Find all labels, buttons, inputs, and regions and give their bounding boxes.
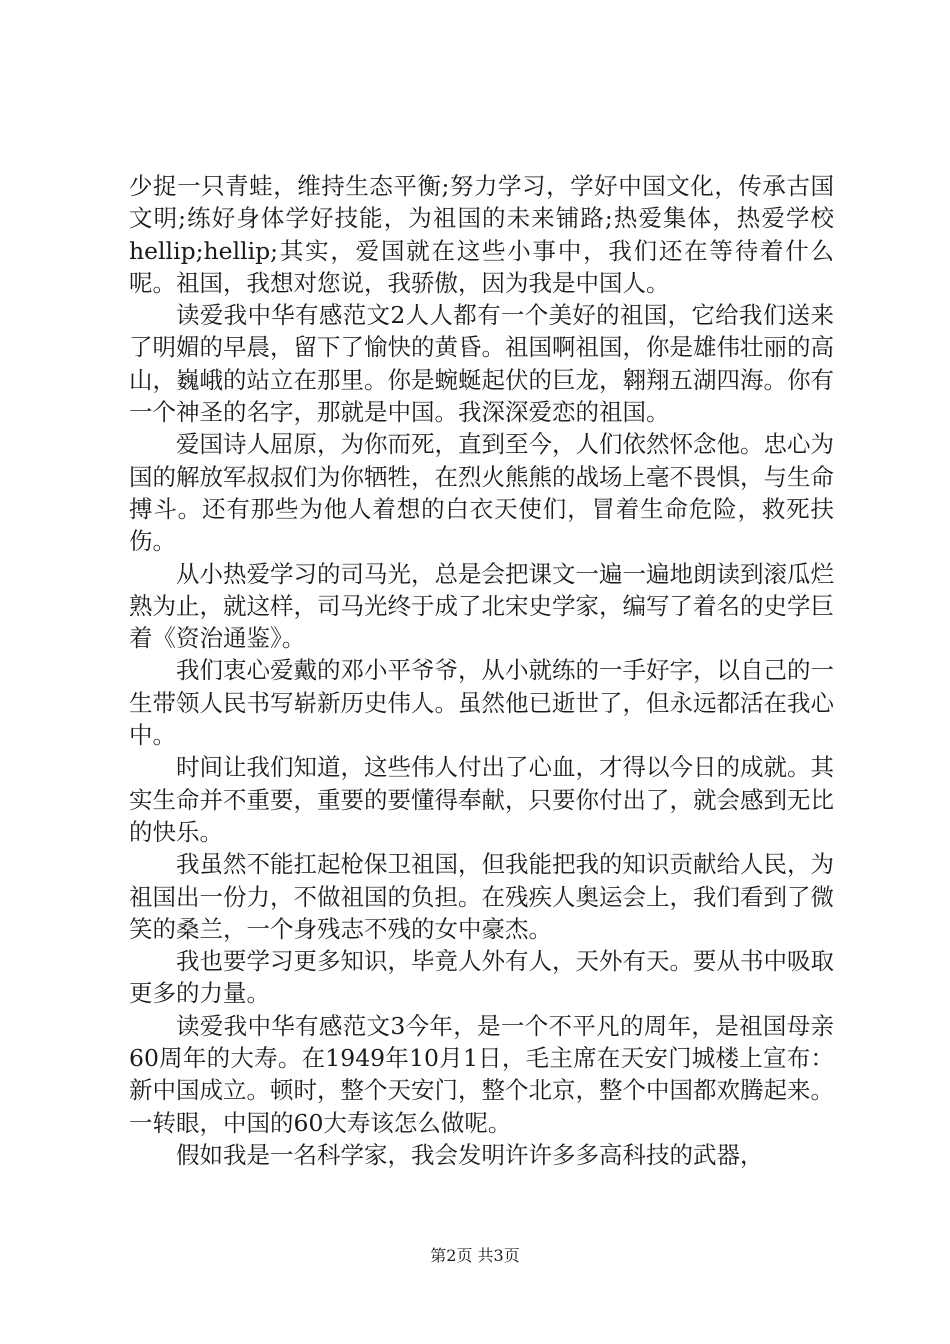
paragraph: 我也要学习更多知识，毕竟人外有人，天外有天。要从书中吸取更多的力量。 bbox=[129, 947, 834, 1008]
paragraph: 假如我是一名科学家，我会发明许许多多高科技的武器， bbox=[176, 1140, 764, 1169]
paragraph: 读爱我中华有感范文3今年，是一个不平凡的周年，是祖国母亲60周年的大寿。在1949年10月1日，毛主席在天安门城楼上宣布：新中国成立。顿时，整个天安门，整个北京，整个中国都欢腾起来。一转眼，中国的60大寿该怎么做呢。 bbox=[129, 1011, 834, 1137]
paragraph: 时间让我们知道，这些伟人付出了心血，才得以今日的成就。其实生命并不重要，重要的要懂得奉献，只要你付出了，就会感到无比的快乐。 bbox=[129, 753, 834, 846]
paragraph: 爱国诗人屈原，为你而死，直到至今，人们依然怀念他。忠心为国的解放军叔叔们为你牺牲，在烈火熊熊的战场上毫不畏惧，与生命搏斗。还有那些为他人着想的白衣天使们，冒着生命危险，救死扶伤。 bbox=[129, 430, 834, 556]
page-footer: 第2页 共3页 bbox=[430, 1246, 520, 1265]
paragraph-continuation: 少捉一只青蛙，维持生态平衡;努力学习，学好中国文化，传承古国文明;练好身体学好技能，为祖国的未来铺路;热爱集体，热爱学校hellip;hellip;其实，爱国就在这些小事中，我们还在等待着什么呢。祖国，我想对您说，我骄傲，因为我是中国人。 bbox=[129, 172, 834, 297]
paragraph: 我们衷心爱戴的邓小平爷爷，从小就练的一手好字，以自己的一生带领人民书写崭新历史伟人。虽然他已逝世了，但永远都活在我心中。 bbox=[129, 656, 834, 750]
body-text bbox=[129, 170, 834, 1171]
paragraph: 从小热爱学习的司马光，总是会把课文一遍一遍地朗读到滚瓜烂熟为止，就这样，司马光终于成了北宋史学家，编写了着名的史学巨着《资治通鉴》。 bbox=[129, 559, 834, 653]
paragraph: 读爱我中华有感范文2人人都有一个美好的祖国，它给我们送来了明媚的早晨，留下了愉快的黄昏。祖国啊祖国，你是雄伟壮丽的高山，巍峨的站立在那里。你是蜿蜒起伏的巨龙，翱翔五湖四海。你有一个神圣的名字，那就是中国。我深深爱恋的祖国。 bbox=[129, 301, 834, 427]
paragraph: 我虽然不能扛起枪保卫祖国，但我能把我的知识贡献给人民，为祖国出一份力，不做祖国的负担。在残疾人奥运会上，我们看到了微笑的桑兰，一个身残志不残的女中豪杰。 bbox=[129, 850, 834, 943]
